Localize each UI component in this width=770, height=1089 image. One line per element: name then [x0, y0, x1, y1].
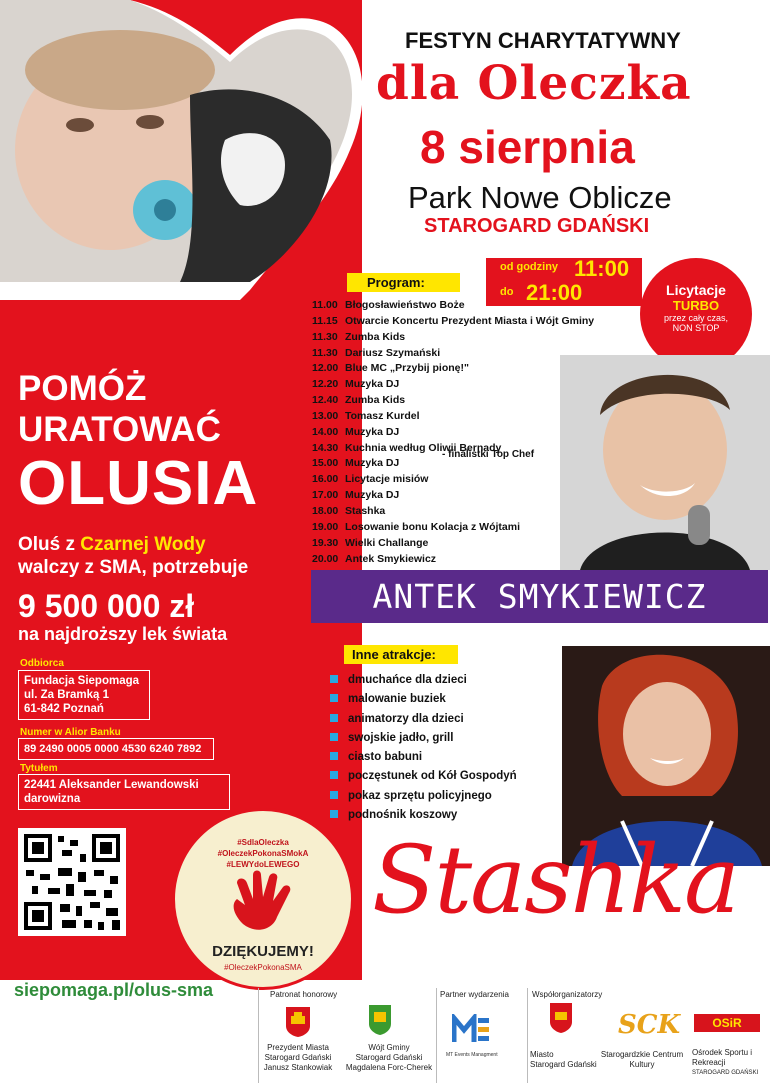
attraction-text: dmuchańce dla dzieci: [348, 674, 467, 686]
attraction-item: [330, 767, 517, 786]
program-item: [312, 314, 594, 330]
org2-line1: Starogardzkie Centrum: [600, 1050, 684, 1059]
event-title-line2: dla Oleczka: [376, 56, 692, 111]
stamp-tag3: #LEWYdoLEWEGO: [226, 860, 300, 869]
program-item-time: 13.00: [312, 409, 339, 422]
org2: [594, 1050, 690, 1070]
program-item-time: 19.30: [312, 536, 339, 549]
attraction-item: [330, 787, 517, 806]
attractions-label: Inne atrakcje:: [344, 645, 458, 664]
walczy-suffix: walczy z SMA, potrzebuje: [18, 557, 249, 578]
walczy-text: [18, 533, 348, 579]
patronat-label: Patronat honorowy: [270, 990, 338, 999]
wspol-label: Współorganizatorzy: [532, 990, 603, 999]
footer-divider: [258, 988, 259, 1083]
finalist-note: - finalistki Top Chef: [442, 449, 535, 460]
org2-line2: Kultury: [629, 1060, 655, 1069]
program-item: [312, 298, 594, 314]
org3-line2: Rekreacji: [692, 1058, 726, 1067]
program-item: [312, 361, 594, 377]
program-item-text: Wielki Challange: [345, 536, 429, 549]
org1: [530, 1050, 600, 1070]
program-item-text: Zumba Kids: [345, 330, 406, 343]
event-date: 8 sierpnia: [420, 121, 635, 173]
bullet-square-icon: [330, 791, 338, 799]
program-item-text: Błogosławieństwo Boże: [345, 299, 465, 311]
attraction-item: [330, 690, 517, 709]
heart-photo: [0, 0, 362, 330]
patron2: [344, 1043, 434, 1073]
stamp-tag2: #OleczekPokonaSMokA: [217, 849, 309, 858]
program-item-time: 12.40: [312, 394, 339, 407]
program-item: [312, 409, 594, 425]
org3: [692, 1048, 768, 1078]
program-item-text: Muzyka DJ: [345, 457, 400, 470]
mt-events-logo-icon: [452, 1014, 492, 1044]
osir-logo: OSiR: [694, 1014, 760, 1032]
hand-print-icon: [223, 869, 303, 939]
org3-line1: Ośrodek Sportu i: [692, 1048, 753, 1057]
footer-divider: [527, 988, 528, 1083]
headline-pomoz: [18, 368, 221, 450]
attractions-list: [330, 671, 517, 825]
event-city: STAROGARD GDAŃSKI: [424, 215, 650, 237]
program-item: [312, 425, 594, 441]
org3-line3: STAROGARD GDAŃSKI: [692, 1070, 759, 1076]
qr-code[interactable]: [18, 828, 126, 936]
program-item: [312, 536, 594, 552]
hours-from: 11:00: [574, 256, 630, 281]
attraction-text: malowanie buziek: [348, 693, 446, 706]
stamp-thanks: DZIĘKUJEMY!: [212, 943, 314, 960]
org1-line2: Starogard Gdański: [530, 1060, 597, 1069]
licytacje-line1: Licytacje: [666, 282, 726, 298]
program-item-time: 17.00: [312, 489, 339, 502]
attraction-text: swojskie jadło, grill: [348, 731, 454, 744]
program-item-text: Zumba Kids: [345, 394, 406, 407]
antek-band: ANTEK SMYKIEWICZ: [311, 570, 768, 623]
program-item-text: Muzyka DJ: [345, 489, 400, 502]
program-item-text: Muzyka DJ: [345, 378, 400, 391]
program-item-text: Otwarcie Koncertu Prezydent Miasta i Wójt Gminy: [345, 314, 595, 327]
attraction-item: [330, 729, 517, 748]
attraction-text: animatorzy dla dzieci: [348, 712, 464, 725]
stamp-tag1: #SdlaOleczka: [237, 838, 289, 847]
program-item-time: 11.15: [312, 314, 338, 327]
partner-label: Partner wydarzenia: [440, 990, 509, 999]
stamp-tag4: #OleczekPokonaSMA: [224, 963, 302, 972]
program-item-time: 20.00: [312, 552, 339, 565]
program-item-time: 18.00: [312, 504, 339, 517]
crest-starogard-city-icon: [285, 1006, 311, 1038]
thanks-stamp: [172, 808, 354, 990]
program-item-time: 16.00: [312, 473, 339, 486]
program-item-text: Losowanie bonu Kolacja z Wójtami: [345, 520, 521, 533]
bullet-square-icon: [330, 694, 338, 702]
tytul-line2: darowizna: [24, 793, 81, 805]
odbiorca-line1: Fundacja Siepomaga: [24, 675, 140, 687]
patron2-line3: Magdalena Forc-Cherek: [345, 1063, 433, 1072]
attraction-text: podnośnik koszowy: [348, 809, 458, 822]
program-item: [312, 552, 594, 568]
attraction-item: [330, 710, 517, 729]
walczy-prefix: Oluś z: [18, 534, 81, 555]
lek-text: na najdroższy lek świata: [18, 624, 228, 644]
attraction-item: [330, 748, 517, 767]
program-item-time: 11.30: [312, 330, 338, 343]
qr-code-icon: [18, 828, 126, 936]
program-item: [312, 520, 594, 536]
hours-to-label: do: [500, 286, 514, 298]
program-item-text: Stashka: [345, 504, 386, 517]
program-item-time: 12.00: [312, 362, 339, 375]
event-place: Park Nowe Oblicze: [408, 180, 672, 215]
program-item-text: Antek Smykiewicz: [345, 552, 437, 565]
program-item-text: Licytacje misiów: [345, 473, 429, 486]
program-item-time: 19.00: [312, 520, 339, 533]
program-item-time: 11.30: [312, 346, 338, 359]
program-list: [312, 298, 594, 567]
licytacje-line4: NON STOP: [672, 323, 720, 333]
hours-from-label: od godziny: [500, 261, 559, 273]
event-title-line1: FESTYN CHARYTATYWNY: [405, 28, 681, 53]
partner-name: MT Events Managment: [446, 1052, 498, 1058]
bullet-square-icon: [330, 771, 338, 779]
footer-divider: [436, 988, 437, 1083]
headline-olusia: OLUSIA: [18, 449, 259, 518]
bullet-square-icon: [330, 675, 338, 683]
org1-line1: Miasto: [530, 1050, 554, 1059]
program-item-time: 14.00: [312, 425, 339, 438]
program-item-text: Tomasz Kurdel: [345, 409, 420, 422]
program-item-time: 11.00: [312, 299, 338, 311]
bullet-square-icon: [330, 733, 338, 741]
sck-logo: SCK: [618, 1010, 681, 1040]
attraction-item: [330, 806, 517, 825]
siepomaga-path: /olus-sma: [129, 980, 214, 1000]
program-item: [312, 488, 594, 504]
crest-starogard-gmina-icon: [368, 1004, 392, 1036]
headline-line1: POMÓŻ: [18, 369, 147, 408]
attraction-text: poczęstunek od Kół Gospodyń: [348, 770, 517, 783]
program-item: [312, 377, 594, 393]
licytacje-line2: TURBO: [672, 298, 720, 313]
program-item-time: 15.00: [312, 457, 339, 470]
tytul-label: Tytułem: [20, 763, 58, 774]
program-item-time: 14.30: [312, 441, 339, 454]
program-item-text: Dariusz Szymański: [345, 346, 441, 359]
patron2-line1: Wójt Gminy: [368, 1043, 410, 1052]
patron1-line2: Starogard Gdański: [264, 1053, 332, 1062]
hours-to: 21:00: [526, 280, 583, 305]
odbiorca-box: [18, 670, 150, 720]
odbiorca-line3: 61-842 Poznań: [24, 703, 104, 715]
patron1-line1: Prezydent Miasta: [267, 1043, 329, 1052]
attraction-item: [330, 671, 517, 690]
konto-number: 89 2490 0005 0000 4530 6240 7892: [18, 738, 214, 760]
patron1: [262, 1043, 334, 1073]
odbiorca-line2: ul. Za Bramką 1: [24, 689, 110, 701]
tytul-box: [18, 774, 230, 810]
program-item: [312, 504, 594, 520]
licytacje-line3: przez cały czas,: [663, 313, 729, 323]
amount: 9 500 000 zł: [18, 588, 195, 624]
program-item: [312, 346, 594, 362]
program-item-text: Muzyka DJ: [345, 425, 400, 438]
walczy-place: Czarnej Wody: [80, 534, 206, 555]
program-label: Program:: [347, 273, 460, 292]
headline-line2: URATOWAĆ: [18, 410, 221, 449]
bullet-square-icon: [330, 752, 338, 760]
program-item-text: Blue MC „Przybij pionę!": [345, 362, 469, 375]
licytacje-badge: [640, 258, 752, 370]
odbiorca-label: Odbiorca: [20, 658, 64, 669]
siepomaga-link[interactable]: [14, 980, 213, 1001]
crest-miasto-icon: [549, 1002, 573, 1034]
attraction-text: pokaz sprzętu policyjnego: [348, 789, 492, 802]
patron2-line2: Starogard Gdański: [355, 1053, 423, 1062]
konto-label: Numer w Alior Banku: [20, 727, 121, 738]
antek-photo: [560, 355, 770, 570]
program-item: [312, 330, 594, 346]
program-item: [312, 393, 594, 409]
program-item-time: 12.20: [312, 378, 339, 391]
patron1-line3: Janusz Stankowiak: [263, 1063, 333, 1072]
attraction-text: ciasto babuni: [348, 751, 423, 764]
tytul-line1: 22441 Aleksander Lewandowski: [24, 779, 199, 791]
program-item-text: Kuchnia według Oliwii Bernady: [345, 441, 502, 454]
bullet-square-icon: [330, 810, 338, 818]
siepomaga-domain: siepomaga.pl: [14, 980, 130, 1000]
stashka-logo: Stashka: [372, 826, 738, 935]
bullet-square-icon: [330, 714, 338, 722]
program-item: [312, 472, 594, 488]
